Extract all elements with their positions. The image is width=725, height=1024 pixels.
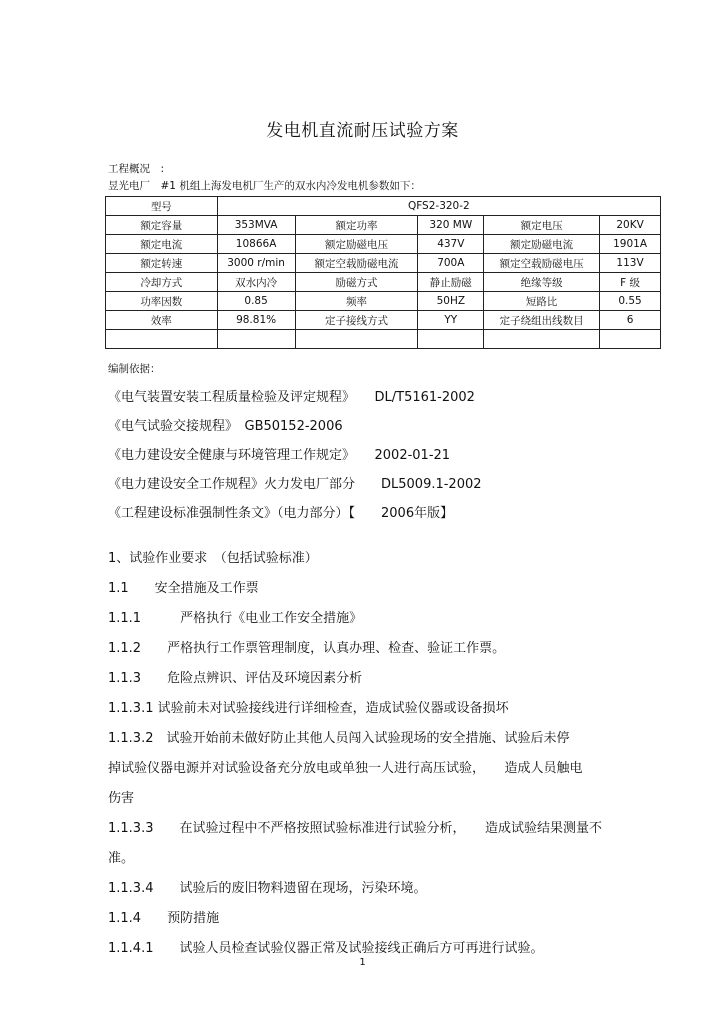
table-cell: 额定空载励磁电压 (484, 254, 600, 273)
table-cell: 1901A (600, 235, 661, 254)
table-cell: 励磁方式 (295, 273, 418, 292)
table-row (106, 311, 661, 330)
body-line: 1、试验作业要求 （包括试验标准） (108, 551, 318, 566)
table-cell: 50HZ (418, 292, 484, 311)
basis-label: 编制依据： (108, 363, 161, 375)
overview-label: 工程概况 : (108, 163, 165, 175)
table-cell: 额定转速 (106, 254, 218, 273)
table-cell: 额定电流 (106, 235, 218, 254)
reference-item: 《工程建设标准强制性条文》（电力部分）【 2006年版】 (108, 506, 454, 521)
table-cell: 绝缘等级 (484, 273, 600, 292)
body-line: 1.1.3 危险点辨识、评估及环境因素分析 (108, 671, 363, 686)
table-cell: 效率 (106, 311, 218, 330)
table-cell: 98.81% (217, 311, 295, 330)
table-cell: 定子接线方式 (295, 311, 418, 330)
table-cell: 437V (418, 235, 484, 254)
reference-item: 《电力建设安全工作规程》火力发电厂部分 DL5009.1-2002 (108, 477, 482, 492)
table-cell: YY (418, 311, 484, 330)
table-row (106, 330, 661, 349)
table-cell (295, 330, 418, 349)
body-line: 1.1.4.1 试验人员检查试验仪器正常及试验接线正确后方可再进行试验。 (108, 941, 544, 956)
model-value-cell: QFS2-320-2 (217, 197, 660, 216)
table-cell: 功率因数 (106, 292, 218, 311)
table-cell: 冷却方式 (106, 273, 218, 292)
body-line: 1.1.3.1 试验前未对试验接线进行详细检查，造成试验仪器或设备损坏 (108, 701, 509, 716)
table-cell: 频率 (295, 292, 418, 311)
body-line: 1.1.2 严格执行工作票管理制度，认真办理、检查、验证工作票。 (108, 641, 506, 656)
table-cell: 20KV (600, 216, 661, 235)
table-cell: 双水内冷 (217, 273, 295, 292)
table-cell: 0.85 (217, 292, 295, 311)
body-line: 1.1.3.3 在试验过程中不严格按照试验标准进行试验分析， 造成试验结果测量不 (108, 821, 602, 836)
table-cell: 额定容量 (106, 216, 218, 235)
table-cell: 短路比 (484, 292, 600, 311)
page-title: 发电机直流耐压试验方案 (266, 121, 459, 141)
table-cell: 113V (600, 254, 661, 273)
table-cell (217, 330, 295, 349)
reference-item: 《电气试验交接规程》 GB50152-2006 (108, 419, 343, 434)
body-line: 准。 (108, 851, 135, 866)
table-cell: 0.55 (600, 292, 661, 311)
body-text (108, 548, 618, 968)
table-cell: 额定励磁电压 (295, 235, 418, 254)
body-line: 1.1.4 预防措施 (108, 911, 220, 926)
table-cell: 定子绕组出线数目 (484, 311, 600, 330)
table-cell: 额定功率 (295, 216, 418, 235)
body-line: 1.1.3.2 试验开始前未做好防止其他人员闯入试验现场的安全措施、试验后未停 (108, 731, 570, 746)
table-row (106, 292, 661, 311)
body-line: 1.1.3.4 试验后的废旧物料遗留在现场，污染环境。 (108, 881, 427, 896)
reference-item: 《电气装置安装工程质量检验及评定规程》 DL/T5161-2002 (108, 390, 475, 405)
table-cell (484, 330, 600, 349)
table-cell: 10866A (217, 235, 295, 254)
table-cell: F 级 (600, 273, 661, 292)
table-cell: 额定空载励磁电流 (295, 254, 418, 273)
model-label-cell: 型号 (106, 197, 218, 216)
reference-item: 《电力建设安全健康与环境管理工作规定》 2002-01-21 (108, 448, 451, 463)
body-line: 1.1.1 严格执行《电业工作安全措施》 (108, 611, 363, 626)
table-cell: 353MVA (217, 216, 295, 235)
table-cell: 静止励磁 (418, 273, 484, 292)
generator-parameter-table (105, 196, 661, 349)
page-number: 1 (359, 957, 366, 968)
table-cell: 6 (600, 311, 661, 330)
body-line: 1.1 安全措施及工作票 (108, 581, 259, 596)
table-cell: 额定电压 (484, 216, 600, 235)
table-row (106, 273, 661, 292)
parameter-table-body (106, 197, 661, 349)
table-cell: 320 MW (418, 216, 484, 235)
table-cell: 700A (418, 254, 484, 273)
table-cell: 3000 r/min (217, 254, 295, 273)
table-cell (418, 330, 484, 349)
table-cell (106, 330, 218, 349)
body-line: 掉试验仪器电源并对试验设备充分放电或单独一人进行高压试验， 造成人员触电 (108, 761, 583, 776)
body-line: 伤害 (108, 791, 135, 806)
overview-text: 昱光电厂 #1 机组上海发电机厂生产的双水内冷发电机参数如下： (108, 180, 421, 192)
table-row (106, 197, 661, 216)
table-row (106, 216, 661, 235)
table-row (106, 235, 661, 254)
table-cell: 额定励磁电流 (484, 235, 600, 254)
table-row (106, 254, 661, 273)
reference-list (108, 386, 482, 531)
table-cell (600, 330, 661, 349)
